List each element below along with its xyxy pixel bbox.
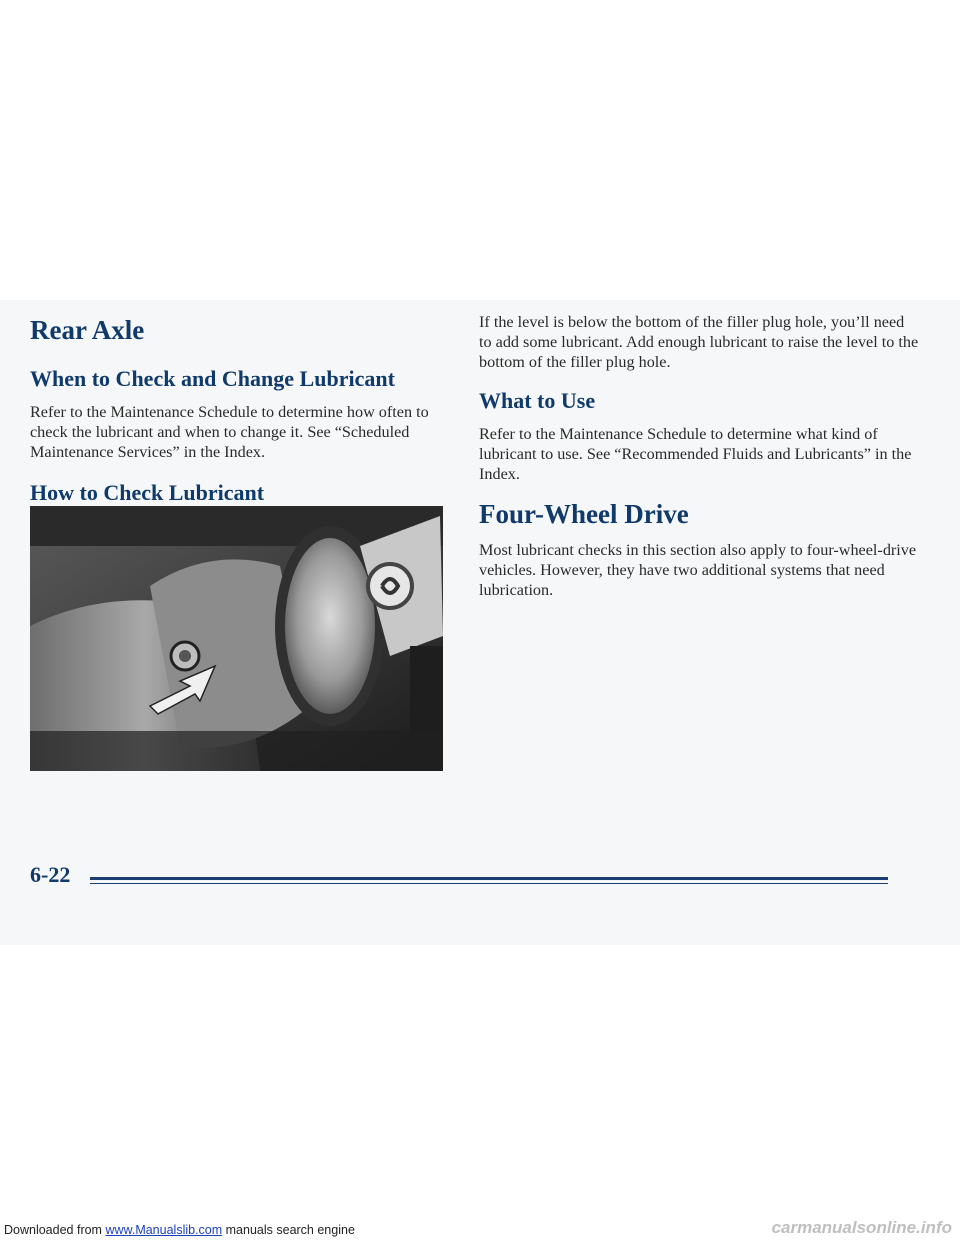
paragraph-when-to-check: Refer to the Maintenance Schedule to determine how often to check the lubricant and when to change it. See “Scheduled Maintenance Services” in the Index. (30, 403, 429, 461)
left-column (30, 312, 450, 508)
right-column (479, 312, 919, 600)
section-title-four-wheel-drive: Four-Wheel Drive (479, 499, 689, 529)
paragraph-add-lubricant: If the level is below the bottom of the filler plug hole, you’ll need to add some lubricant. Add enough lubricant to raise the level to the bottom of the filler plug hole. (479, 313, 919, 371)
heading-when-to-check: When to Check and Change Lubricant (30, 366, 395, 391)
paragraph-what-to-use: Refer to the Maintenance Schedule to determine what kind of lubricant to use. See “Recommended Fluids and Lubricants” in the Index. (479, 425, 912, 483)
heading-how-to-check: How to Check Lubricant (30, 480, 265, 505)
footer-prefix: Downloaded from (4, 1223, 106, 1237)
heading-what-to-use: What to Use (479, 388, 596, 413)
site-watermark: carmanualsonline.info (771, 1218, 952, 1237)
footer-rule-thin (90, 883, 888, 884)
paragraph-four-wheel-drive: Most lubricant checks in this section also apply to four-wheel-drive vehicles. However, they have two additional systems that need lubrication. (479, 541, 917, 599)
footer-rule (90, 877, 888, 880)
manualslib-link[interactable]: www.Manualslib.com (105, 1223, 223, 1237)
page-number: 6-22 (30, 862, 71, 887)
section-title-rear-axle: Rear Axle (30, 315, 145, 345)
rear-axle-filler-plug-photo (30, 506, 443, 771)
download-footer (4, 1222, 355, 1238)
footer-suffix: manuals search engine (222, 1223, 355, 1237)
